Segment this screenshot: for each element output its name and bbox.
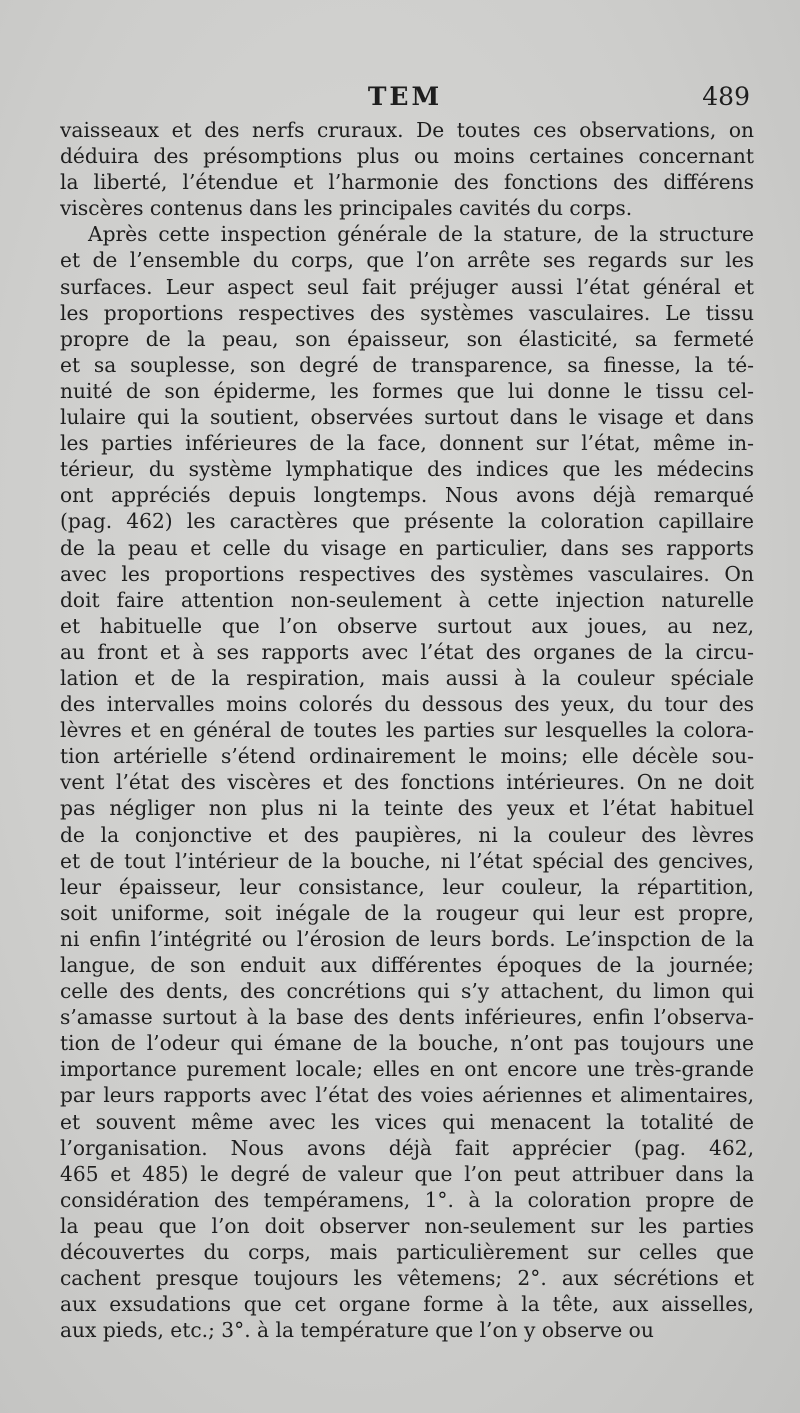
text-line: leur épaisseur, leur consistance, leur couleur, la répartition, [60, 874, 754, 899]
text-line: (pag. 462) les caractères que présente la coloration capillaire [60, 509, 754, 534]
page-number: 489 [702, 82, 750, 111]
text-line: les proportions respectives des systèmes vasculaires. Le tissu [60, 300, 754, 325]
text-line: nuité de son épiderme, les formes que lui donne le tissu cel- [60, 378, 754, 403]
text-line: ni enfin l’intégrité ou l’érosion de leurs bords. Le’inspction de la [60, 926, 754, 951]
body-text [60, 117, 754, 1343]
text-line: Après cette inspection générale de la stature, de la structure [88, 222, 754, 247]
text-line: aux pieds, etc.; 3°. à la température que l’on y observe ou [60, 1318, 654, 1343]
text-line: et de l’ensemble du corps, que l’on arrête ses regards sur les [60, 248, 754, 273]
text-line: langue, de son enduit aux différentes époques de la journée; [60, 953, 754, 977]
text-line: tion de l’odeur qui émane de la bouche, n’ont pas toujours une [60, 1031, 754, 1056]
text-line: importance purement locale; elles en ont encore une très-grande [60, 1057, 754, 1082]
text-line: au front et à ses rapports avec l’état des organes de la circu- [60, 639, 754, 664]
text-line: et sa souplesse, son degré de transparence, sa finesse, la té- [60, 352, 754, 377]
text-line: 465 et 485) le degré de valeur que l’on peut attribuer dans la [60, 1161, 754, 1186]
text-line: déduira des présomptions plus ou moins certaines concernant [60, 144, 754, 169]
text-line: viscères contenus dans les principales cavités du corps. [60, 196, 633, 221]
text-line: s’amasse surtout à la base des dents inférieures, enfin l’observa- [60, 1005, 754, 1030]
text-line: la peau que l’on doit observer non-seulement sur les parties [60, 1213, 754, 1238]
text-line: lation et de la respiration, mais aussi à la couleur spéciale [60, 665, 754, 690]
text-line: soit uniforme, soit inégale de la rougeur qui leur est propre, [60, 900, 754, 925]
text-line: celle des dents, des concrétions qui s’y attachent, du limon qui [60, 979, 754, 1004]
text-line: de la peau et celle du visage en particulier, dans ses rapports [60, 535, 754, 560]
running-head: TEM [367, 82, 443, 111]
text-line: par leurs rapports avec l’état des voies aériennes et alimentaires, [60, 1083, 754, 1108]
text-line: et habituelle que l’on observe surtout aux joues, au nez, [60, 613, 754, 638]
text-line: avec les proportions respectives des systèmes vasculaires. On [60, 561, 754, 586]
text-line: aux exsudations que cet organe forme à la tête, aux aisselles, [60, 1292, 754, 1317]
text-line: la liberté, l’étendue et l’harmonie des fonctions des différens [60, 170, 754, 195]
text-line: découvertes du corps, mais particulièrement sur celles que [60, 1240, 754, 1265]
text-line: de la conjonctive et des paupières, ni la couleur des lèvres [60, 822, 754, 847]
text-line: vaisseaux et des nerfs cruraux. De toutes ces observations, on [60, 118, 754, 142]
text-line: surfaces. Leur aspect seul fait préjuger aussi l’état général et [60, 274, 754, 299]
text-line: l’organisation. Nous avons déjà fait apprécier (pag. 462, [60, 1135, 754, 1160]
text-line: et souvent même avec les vices qui menacent la totalité de [60, 1109, 754, 1134]
text-line: lulaire qui la soutient, observées surtout dans le visage et dans [60, 405, 754, 430]
text-line: doit faire attention non-seulement à cette injection naturelle [60, 587, 754, 612]
text-line: térieur, du système lymphatique des indices que les médecins [60, 457, 754, 482]
text-line: et de tout l’intérieur de la bouche, ni l’état spécial des gencives, [60, 848, 754, 873]
text-line: les parties inférieures de la face, donnent sur l’état, même in- [60, 431, 754, 456]
text-line: vent l’état des viscères et des fonctions intérieures. On ne doit [60, 770, 754, 795]
text-line: propre de la peau, son épaisseur, son élasticité, sa fermeté [60, 326, 754, 351]
text-line: cachent presque toujours les vêtemens; 2°. aux sécrétions et [60, 1266, 754, 1291]
text-line: ont appréciés depuis longtemps. Nous avons déjà remarqué [60, 483, 754, 508]
text-line: des intervalles moins colorés du dessous des yeux, du tour des [60, 692, 754, 717]
text-line: considération des tempéramens, 1°. à la coloration propre de [60, 1187, 754, 1212]
text-line: pas négliger non plus ni la teinte des yeux et l’état habituel [60, 796, 754, 821]
text-line: lèvres et en général de toutes les parties sur lesquelles la colora- [60, 718, 754, 743]
text-line: tion artérielle s’étend ordinairement le moins; elle décèle sou- [60, 744, 754, 769]
page-header [60, 82, 750, 118]
